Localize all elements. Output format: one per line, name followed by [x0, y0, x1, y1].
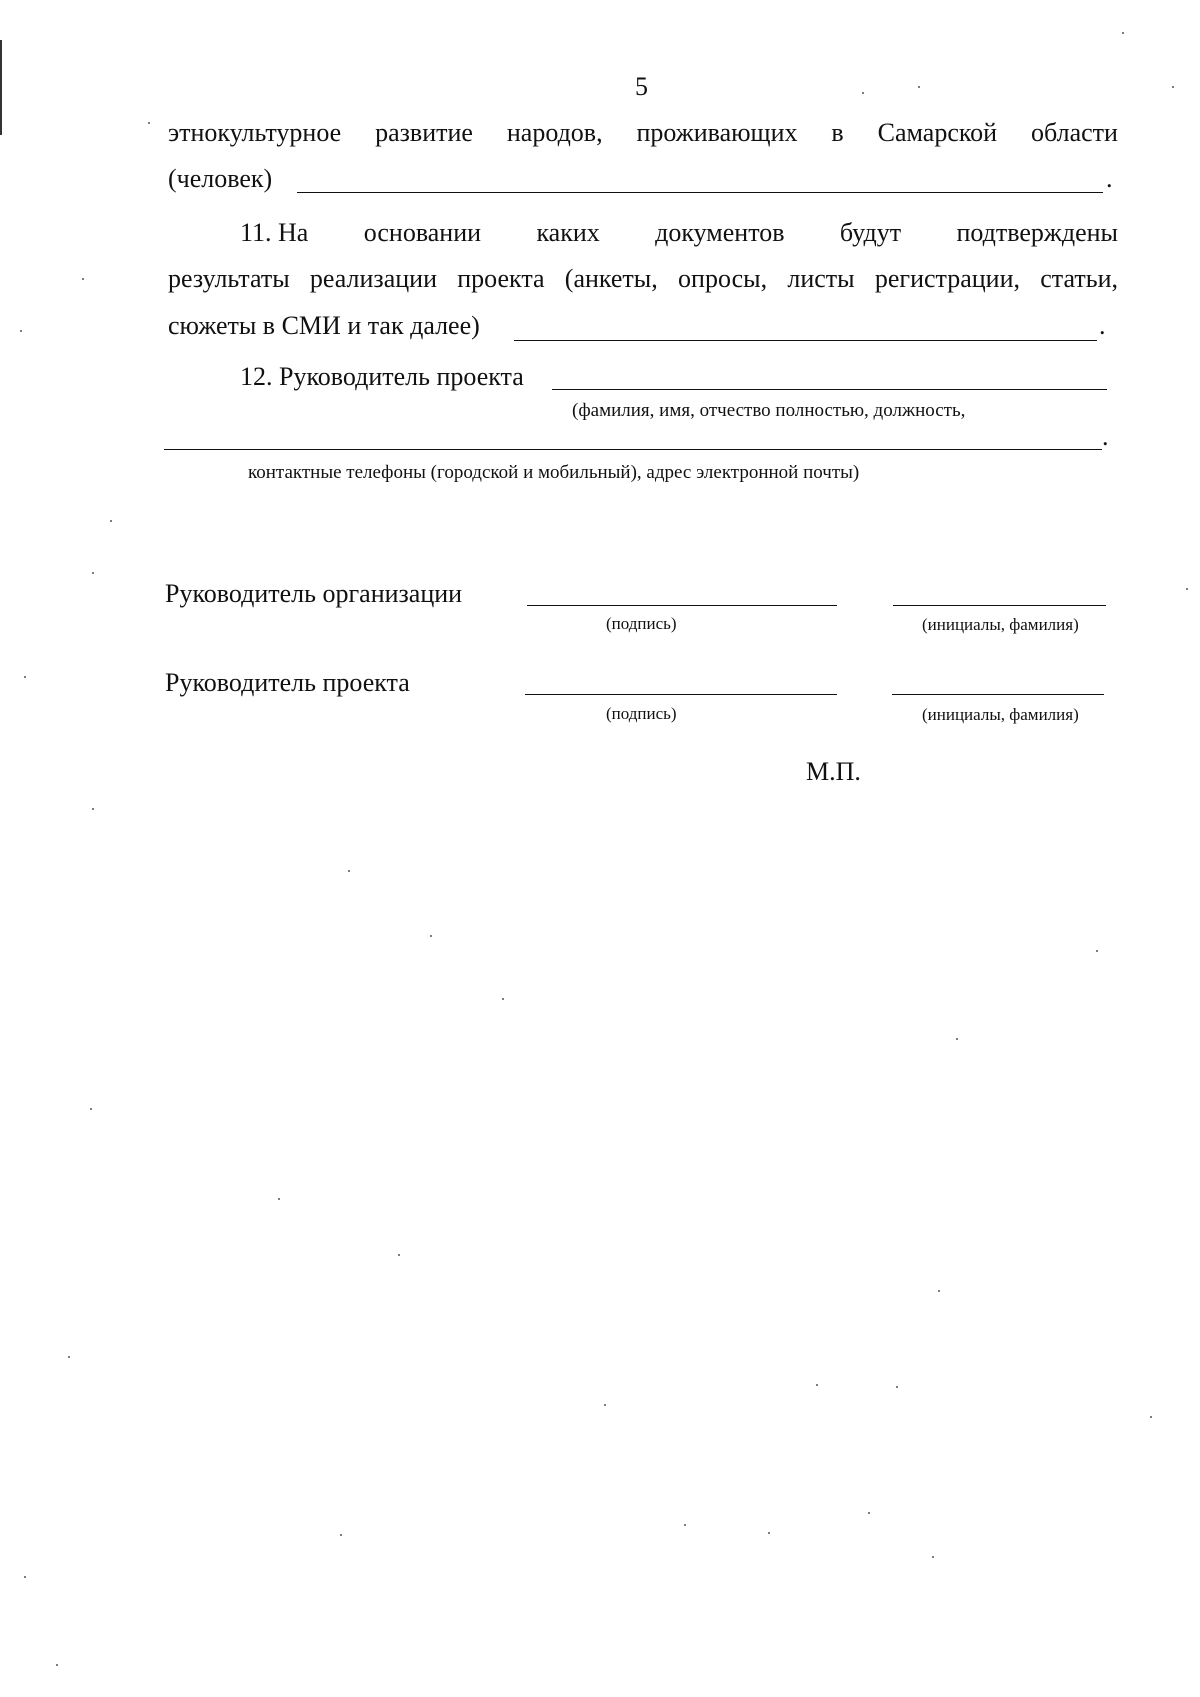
scan-speck	[92, 808, 94, 810]
scan-speck	[24, 676, 26, 678]
scan-speck	[956, 1038, 958, 1040]
item12-hint-line1: (фамилия, имя, отчество полностью, должность,	[572, 400, 966, 421]
scan-edge-mark	[0, 40, 2, 135]
item11-line2: результаты реализации проекта (анкеты, опросы, листы регистрации, статьи,	[168, 264, 1118, 293]
scan-speck	[1096, 950, 1098, 952]
item11-word: документов	[655, 218, 785, 247]
item12-fill-line[interactable]	[552, 389, 1107, 390]
item12-period: .	[1102, 422, 1109, 451]
scan-speck	[56, 1664, 58, 1666]
scan-speck	[82, 278, 84, 280]
scan-speck	[862, 92, 864, 94]
item12-hint-line2: контактные телефоны (городской и мобильный), адрес электронной почты)	[248, 462, 860, 483]
stamp-place-label: М.П.	[806, 757, 861, 786]
signature-role-project: Руководитель проекта	[165, 668, 410, 697]
scan-speck	[110, 520, 112, 522]
name-line-org[interactable]	[893, 605, 1106, 606]
scan-speck	[1172, 86, 1174, 88]
scan-speck	[1186, 588, 1188, 590]
scan-speck	[932, 1556, 934, 1558]
item11-word: основании	[363, 218, 482, 247]
scan-speck	[1150, 1416, 1152, 1418]
item11-period: .	[1099, 311, 1106, 340]
scan-speck	[20, 330, 22, 332]
item11-word: подтверждены	[956, 218, 1118, 247]
item10-word: в	[831, 118, 844, 147]
scan-speck	[278, 1198, 280, 1200]
scan-speck	[340, 1534, 342, 1536]
item10-word: Самарской	[877, 118, 998, 147]
item10-word: народов,	[506, 118, 603, 147]
scan-speck	[1122, 32, 1124, 34]
item11-word: каких	[536, 218, 600, 247]
scan-speck	[918, 86, 920, 88]
signature-hint-org: (подпись)	[606, 614, 677, 633]
scan-speck	[68, 1356, 70, 1358]
scan-speck	[896, 1386, 898, 1388]
name-hint-project: (инициалы, фамилия)	[922, 705, 1079, 724]
name-hint-org: (инициалы, фамилия)	[922, 615, 1079, 634]
item11-fill-line[interactable]	[514, 340, 1097, 341]
scan-speck	[938, 1290, 940, 1292]
item10-word: области	[1031, 118, 1118, 147]
scan-speck	[868, 1512, 870, 1514]
scan-speck	[430, 935, 432, 937]
scan-speck	[816, 1384, 818, 1386]
item10-word: этнокультурное	[168, 118, 342, 147]
signature-hint-project: (подпись)	[606, 704, 677, 723]
item10-period: .	[1106, 164, 1113, 193]
scan-speck	[24, 1576, 26, 1578]
item12-fill-line-2[interactable]	[164, 449, 1102, 450]
item10-label: (человек)	[168, 164, 273, 193]
scan-speck	[768, 1532, 770, 1534]
scan-speck	[92, 572, 94, 574]
item11-word: будут	[839, 218, 902, 247]
item10-line1	[168, 118, 1118, 148]
item10-word: проживающих	[636, 118, 798, 147]
name-line-project[interactable]	[892, 694, 1104, 695]
scan-speck	[604, 1404, 606, 1406]
scan-speck	[348, 870, 350, 872]
signature-line-project[interactable]	[525, 694, 837, 695]
item10-fill-line[interactable]	[297, 192, 1103, 193]
scan-speck	[90, 1108, 92, 1110]
scan-speck	[148, 122, 150, 124]
scan-speck	[502, 998, 504, 1000]
scan-speck	[398, 1254, 400, 1256]
page-number: 5	[635, 72, 648, 101]
item12-label: 12. Руководитель проекта	[240, 362, 524, 391]
item10-word: развитие	[375, 118, 473, 147]
item11-line1	[240, 218, 1118, 248]
item11-word: 11. На	[240, 218, 309, 247]
item11-label: сюжеты в СМИ и так далее)	[168, 311, 480, 340]
scan-speck	[684, 1524, 686, 1526]
signature-role-org: Руководитель организации	[165, 579, 463, 608]
signature-line-org[interactable]	[527, 605, 837, 606]
